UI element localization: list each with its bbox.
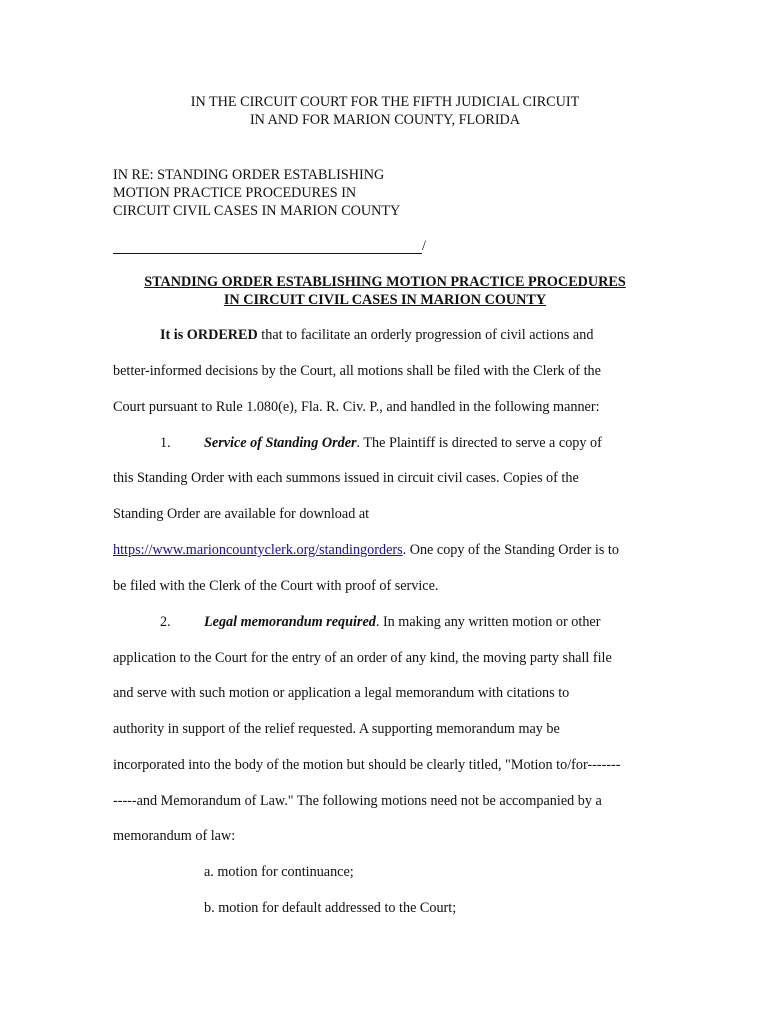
- para2-line-6: -----and Memorandum of Law." The following motions need not be accompanied by a: [113, 793, 602, 809]
- standing-orders-link[interactable]: https://www.marioncountyclerk.org/standingorders: [113, 542, 403, 558]
- para1-line-3: Standing Order are available for download at: [113, 506, 370, 522]
- para1-line-2: this Standing Order with each summons issued in circuit civil cases. Copies of the: [113, 470, 579, 486]
- court-header-line-1: IN THE CIRCUIT COURT FOR THE FIFTH JUDICIAL CIRCUIT: [190, 94, 580, 110]
- caption-rule: [113, 253, 422, 254]
- intro-line-1: [160, 326, 593, 344]
- para2-heading: Legal memorandum required: [204, 614, 376, 630]
- intro-line-2: better-informed decisions by the Court, all motions shall be filed with the Clerk of the: [113, 363, 601, 379]
- para1-line-4: [113, 541, 619, 559]
- order-title-line-1: STANDING ORDER ESTABLISHING MOTION PRACTICE PROCEDURES: [144, 274, 626, 290]
- order-title-line-2: IN CIRCUIT CIVIL CASES IN MARION COUNTY: [223, 292, 547, 308]
- in-re-line-3: CIRCUIT CIVIL CASES IN MARION COUNTY: [113, 203, 401, 219]
- para2-line-4: authority in support of the relief requested. A supporting memorandum may be: [113, 721, 560, 737]
- para2-line-1: [204, 613, 600, 631]
- in-re-line-2: MOTION PRACTICE PROCEDURES IN: [113, 185, 357, 201]
- list-item: b. motion for default addressed to the Court;: [204, 900, 457, 916]
- caption-slash: /: [422, 238, 426, 254]
- para1-heading: Service of Standing Order: [204, 435, 357, 451]
- para1-line-1-text: . The Plaintiff is directed to serve a copy of: [356, 435, 602, 451]
- para2-line-5: incorporated into the body of the motion but should be clearly titled, "Motion to/for-------: [113, 757, 621, 773]
- intro-line-1-text: that to facilitate an orderly progression of civil actions and: [257, 327, 594, 343]
- para1-line-1: [204, 434, 602, 452]
- para1-line-5: be filed with the Clerk of the Court with proof of service.: [113, 578, 439, 594]
- para2-number: 2.: [160, 614, 171, 630]
- list-item: a. motion for continuance;: [204, 864, 354, 880]
- para1-number: 1.: [160, 435, 171, 451]
- intro-line-3: Court pursuant to Rule 1.080(e), Fla. R. Civ. P., and handled in the following manner:: [113, 399, 600, 415]
- in-re-line-1: IN RE: STANDING ORDER ESTABLISHING: [113, 167, 385, 183]
- para2-line-3: and serve with such motion or application a legal memorandum with citations to: [113, 685, 570, 701]
- para1-line-4-text: . One copy of the Standing Order is to: [402, 542, 619, 558]
- court-header-line-2: IN AND FOR MARION COUNTY, FLORIDA: [249, 112, 521, 128]
- intro-lead-bold: It is ORDERED: [160, 327, 258, 343]
- para2-line-7: memorandum of law:: [113, 828, 236, 844]
- para2-line-2: application to the Court for the entry of an order of any kind, the moving party shall file: [113, 650, 612, 666]
- para2-line-1-text: . In making any written motion or other: [375, 614, 601, 630]
